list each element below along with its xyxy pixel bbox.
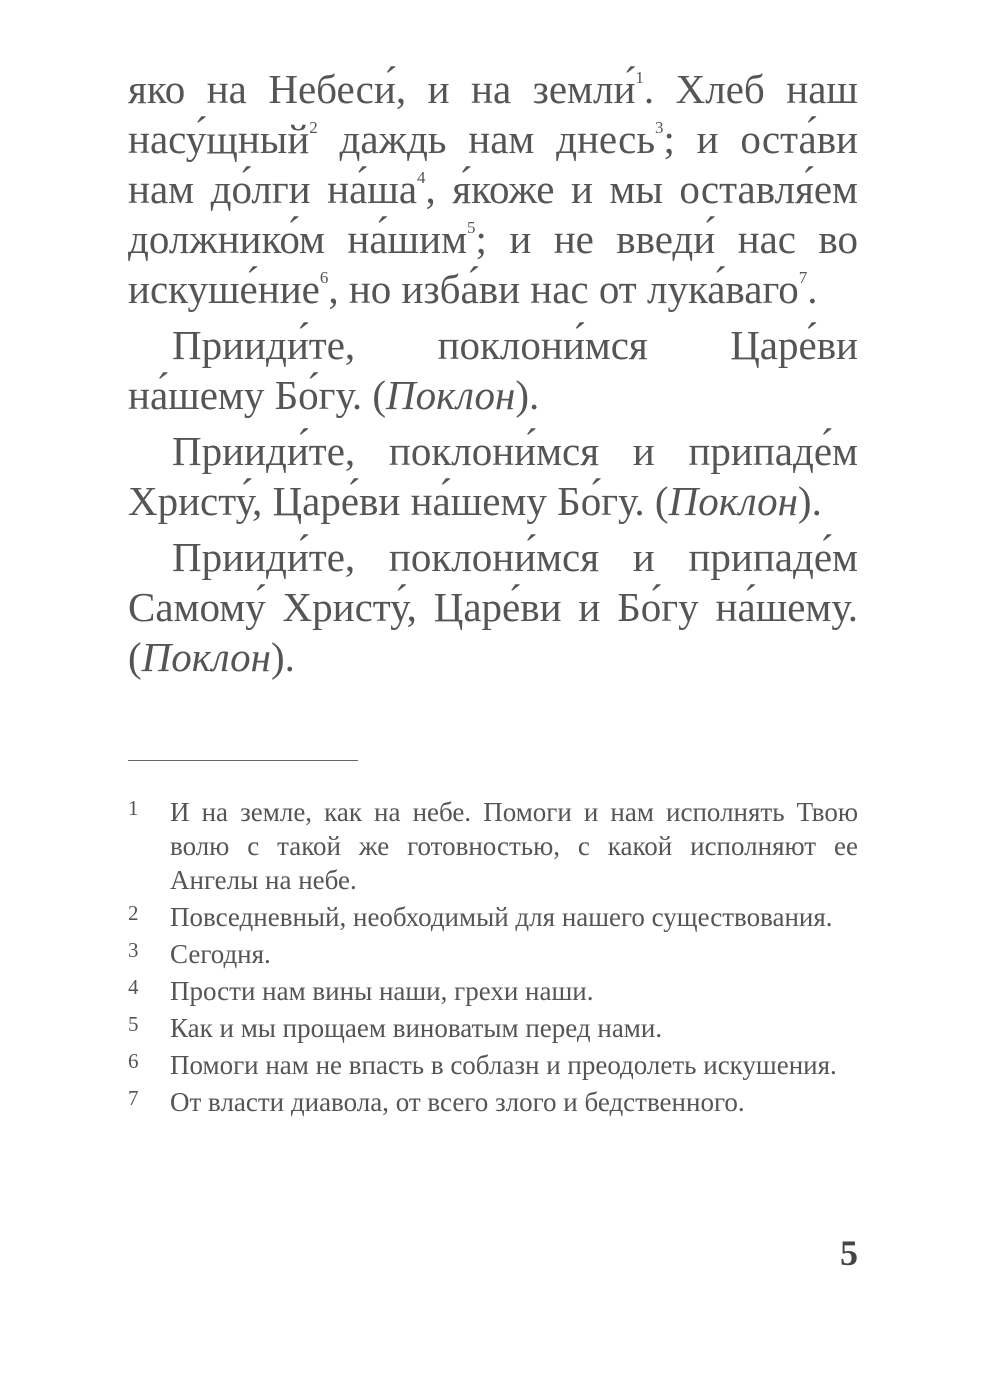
footnote-number: 4 — [128, 975, 139, 999]
text-fragment: Прииди́те, поклони́мся Царе́ви на́шему Бо́гу. ( — [128, 322, 858, 418]
text-fragment: ). — [797, 478, 822, 524]
footnote-ref-7: 7 — [798, 268, 808, 287]
page-number: 5 — [840, 1233, 858, 1273]
text-fragment: . Хлеб наш насу́щный — [128, 66, 858, 162]
footnotes — [128, 795, 858, 1122]
rubric-bow: Поклон — [668, 478, 798, 524]
footnote-number: 5 — [128, 1012, 139, 1036]
footnote-number: 2 — [128, 901, 139, 925]
footnote-number: 1 — [128, 796, 139, 820]
text-fragment: ). — [270, 634, 295, 680]
footnote-text: Сегодня. — [170, 939, 271, 969]
rubric-bow: Поклон — [141, 634, 271, 680]
text-fragment: ). — [515, 372, 540, 418]
footnote-ref-1: 1 — [635, 68, 644, 87]
footnote-separator — [128, 760, 358, 761]
footnote-ref-6: 6 — [319, 268, 329, 287]
footnote-number: 7 — [128, 1086, 139, 1110]
footnote-text: От власти диавола, от всего злого и бедственного. — [170, 1087, 745, 1117]
footnote-6 — [128, 1048, 858, 1082]
footnote-1 — [128, 795, 858, 897]
footnote-ref-4: 4 — [417, 168, 426, 187]
prayer-paragraph-come-let-us-worship-3 — [128, 532, 858, 682]
prayer-text — [128, 64, 858, 682]
text-fragment: , но изба́ви нас от лука́ваго — [328, 266, 799, 312]
text-fragment: . — [807, 266, 818, 312]
footnote-text: Повседневный, необходимый для нашего существования. — [170, 902, 833, 932]
text-fragment: яко на Небеси́, и на земли́ — [128, 66, 636, 112]
footnote-text: Прости нам вины наши, грехи наши. — [170, 976, 594, 1006]
text-fragment: ; и оста́ви нам до́лги на́ша — [128, 116, 858, 212]
footnote-number: 3 — [128, 938, 139, 962]
prayer-paragraph-come-let-us-worship-2 — [128, 426, 858, 526]
text-fragment: ; и не введи́ нас во искуше́ние — [128, 216, 859, 312]
footnote-number: 6 — [128, 1049, 139, 1073]
footnote-5 — [128, 1011, 858, 1045]
footnote-4 — [128, 974, 858, 1008]
text-fragment: Прииди́те, поклони́мся и припаде́м Христу́, Царе́ви на́шему Бо́гу. ( — [128, 428, 858, 524]
footnote-text: Как и мы прощаем виноватым перед нами. — [170, 1013, 663, 1043]
text-fragment: даждь нам днесь — [317, 116, 656, 162]
footnote-7 — [128, 1085, 858, 1119]
footnote-ref-2: 2 — [309, 118, 318, 137]
footnote-text: Помоги нам не впасть в соблазн и преодолеть искушения. — [170, 1050, 837, 1080]
footnote-2 — [128, 900, 858, 934]
footnote-3 — [128, 937, 858, 971]
footnote-ref-5: 5 — [467, 218, 476, 237]
prayer-paragraph-lords-prayer-ending — [128, 64, 858, 314]
footnote-ref-3: 3 — [655, 118, 664, 137]
text-fragment: Прииди́те, поклони́мся и припаде́м Самому́ Христу́, Царе́ви и Бо́гу на́шему. ( — [128, 534, 858, 680]
rubric-bow: Поклон — [386, 372, 516, 418]
prayer-paragraph-come-let-us-worship-1 — [128, 320, 858, 420]
text-fragment: , я́коже и мы оставля́ем должнико́м на́шим — [128, 166, 858, 262]
footnote-text: И на земле, как на небе. Помоги и нам исполнять Твою волю с такой же готовностью, с какой исполняют ее Ангелы на небе. — [170, 797, 858, 895]
